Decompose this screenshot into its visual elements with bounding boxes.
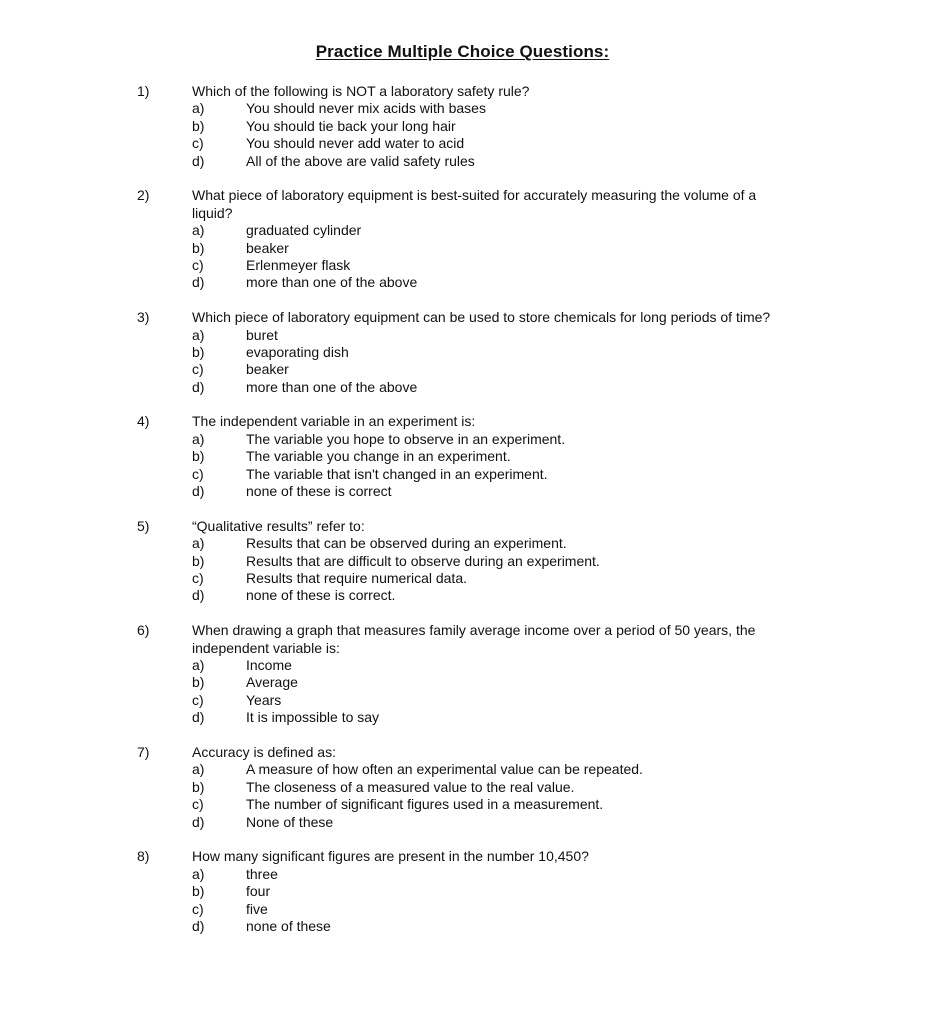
answer-option	[0, 379, 925, 396]
question-text: What piece of laboratory equipment is best-suited for accurately measuring the volume of a liquid?	[192, 187, 757, 221]
question-1	[0, 83, 925, 170]
option-letter: d)	[192, 483, 205, 500]
option-letter: a)	[192, 100, 205, 117]
answer-option	[0, 100, 925, 117]
option-text: The number of significant figures used in a measurement.	[246, 796, 604, 813]
question-text: Which of the following is NOT a laboratory safety rule?	[192, 83, 530, 99]
option-letter: b)	[192, 778, 205, 795]
option-text: You should never add water to acid	[246, 135, 465, 152]
option-text: The closeness of a measured value to the real value.	[246, 778, 575, 795]
answer-option	[0, 118, 925, 135]
option-letter: c)	[192, 570, 204, 587]
option-text: All of the above are valid safety rules	[246, 152, 475, 169]
option-text: Results that require numerical data.	[246, 570, 467, 587]
option-letter: c)	[192, 361, 204, 378]
answer-option	[0, 344, 925, 361]
option-text: none of these	[246, 917, 331, 934]
answer-option	[0, 361, 925, 378]
answer-option	[0, 657, 925, 674]
option-text: Results that can be observed during an experiment.	[246, 535, 567, 552]
option-text: The variable you change in an experiment.	[246, 448, 511, 465]
option-letter: b)	[192, 448, 205, 465]
option-text: beaker	[246, 361, 289, 378]
option-letter: a)	[192, 222, 205, 239]
question-number: 5)	[137, 517, 150, 534]
answer-option	[0, 814, 925, 831]
question-text: “Qualitative results” refer to:	[192, 517, 365, 534]
question-number: 7)	[137, 743, 150, 760]
answer-option	[0, 153, 925, 170]
option-text: Years	[246, 691, 282, 708]
answer-option	[0, 796, 925, 813]
question-5	[0, 518, 925, 605]
option-text: four	[246, 883, 271, 900]
answer-option	[0, 866, 925, 883]
answer-option	[0, 274, 925, 291]
option-text: three	[246, 865, 278, 882]
option-letter: b)	[192, 883, 205, 900]
option-letter: c)	[192, 900, 204, 917]
option-text: You should never mix acids with bases	[246, 100, 486, 117]
option-letter: d)	[192, 813, 205, 830]
option-letter: a)	[192, 657, 205, 674]
option-letter: c)	[192, 465, 204, 482]
option-text: graduated cylinder	[246, 222, 362, 239]
question-text: How many significant figures are present in the number 10,450?	[192, 848, 589, 865]
option-letter: c)	[192, 135, 204, 152]
answer-option	[0, 240, 925, 257]
question-7	[0, 744, 925, 831]
answer-option	[0, 553, 925, 570]
option-letter: d)	[192, 274, 205, 291]
option-text: none of these is correct.	[246, 587, 396, 604]
answer-option	[0, 761, 925, 778]
option-text: evaporating dish	[246, 343, 349, 360]
answer-option	[0, 327, 925, 344]
option-text: more than one of the above	[246, 378, 418, 395]
option-text: Average	[246, 674, 298, 691]
option-text: none of these is correct	[246, 483, 392, 500]
question-8	[0, 848, 925, 935]
option-letter: a)	[192, 430, 205, 447]
answer-option	[0, 535, 925, 552]
option-letter: a)	[192, 535, 205, 552]
answer-option	[0, 257, 925, 274]
question-6	[0, 622, 925, 726]
option-letter: c)	[192, 691, 204, 708]
option-letter: b)	[192, 343, 205, 360]
option-letter: d)	[192, 587, 205, 604]
option-letter: a)	[192, 326, 205, 343]
option-text: buret	[246, 326, 278, 343]
option-letter: a)	[192, 865, 205, 882]
question-3	[0, 309, 925, 396]
question-text: When drawing a graph that measures family average income over a period of 50 years, the independent variable is:	[192, 622, 756, 656]
answer-option	[0, 901, 925, 918]
option-letter: d)	[192, 917, 205, 934]
question-text: The independent variable in an experiment is:	[192, 413, 476, 430]
option-text: five	[246, 900, 268, 917]
option-letter: b)	[192, 117, 205, 134]
option-text: Erlenmeyer flask	[246, 256, 351, 273]
page-title: Practice Multiple Choice Questions:	[315, 42, 610, 61]
option-text: The variable that isn't changed in an experiment.	[246, 465, 548, 482]
option-text: You should tie back your long hair	[246, 117, 456, 134]
option-text: beaker	[246, 239, 289, 256]
answer-option	[0, 431, 925, 448]
answer-option	[0, 570, 925, 587]
question-number: 2)	[137, 187, 150, 204]
option-letter: c)	[192, 256, 204, 273]
option-text: It is impossible to say	[246, 709, 380, 726]
answer-option	[0, 674, 925, 691]
answer-option	[0, 466, 925, 483]
question-number: 1)	[137, 83, 150, 99]
option-text: Results that are difficult to observe during an experiment.	[246, 552, 600, 569]
option-letter: d)	[192, 378, 205, 395]
option-text: None of these	[246, 813, 334, 830]
question-list	[0, 83, 925, 953]
question-text: Accuracy is defined as:	[192, 743, 336, 760]
option-text: The variable you hope to observe in an experiment.	[246, 430, 566, 447]
option-letter: d)	[192, 709, 205, 726]
option-letter: b)	[192, 239, 205, 256]
question-4	[0, 413, 925, 500]
answer-option	[0, 779, 925, 796]
question-number: 6)	[137, 622, 150, 639]
question-number: 3)	[137, 309, 150, 326]
option-text: Income	[246, 657, 292, 674]
answer-option	[0, 692, 925, 709]
answer-option	[0, 448, 925, 465]
answer-option	[0, 222, 925, 239]
question-number: 4)	[137, 413, 150, 430]
option-letter: b)	[192, 552, 205, 569]
question-number: 8)	[137, 848, 150, 865]
answer-option	[0, 587, 925, 604]
answer-option	[0, 709, 925, 726]
question-text: Which piece of laboratory equipment can be used to store chemicals for long periods of time?	[192, 309, 771, 326]
answer-option	[0, 883, 925, 900]
option-letter: d)	[192, 152, 205, 169]
option-text: more than one of the above	[246, 274, 418, 291]
question-2	[0, 187, 925, 291]
option-letter: b)	[192, 674, 205, 691]
option-text: A measure of how often an experimental value can be repeated.	[246, 761, 643, 778]
option-letter: a)	[192, 761, 205, 778]
answer-option	[0, 483, 925, 500]
answer-option	[0, 918, 925, 935]
answer-option	[0, 135, 925, 152]
option-letter: c)	[192, 796, 204, 813]
